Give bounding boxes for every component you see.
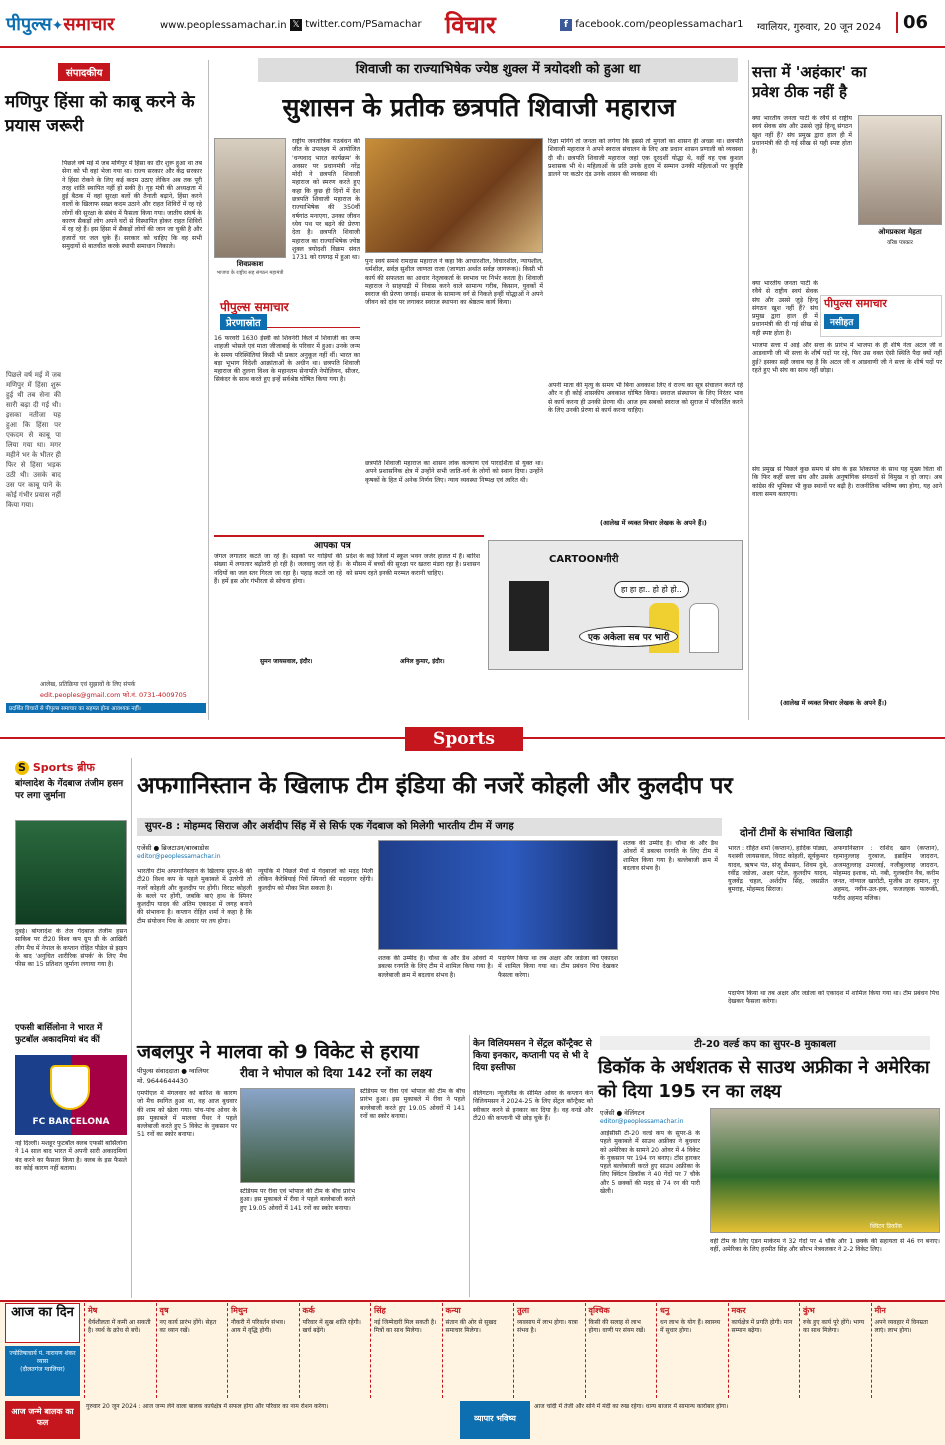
letter-1-sign: सुमन जायसवाल, इंदौर। [260,658,313,665]
kane-title: केन विलियमसन ने सेंट्रल कॉन्ट्रैक्ट से किया इनकार, कप्तानी पद से भी दे दिया इस्तीफा [473,1039,592,1073]
cartoon-caption: एक अकेला सब पर भारी [579,626,678,647]
rashi-name: तुला [517,1306,530,1315]
sports-band [0,725,945,751]
vyapar-tag: व्यापार भविष्य [460,1401,530,1439]
sa-text: आईसीसी टी-20 वर्ल्ड कप के सुपर-8 के पहले मुकाबले में साउथ अफ्रीका ने बुधवार को अमेरिका के सामने 20 ओवर में 4 विकेट के नुकसान पर 194 रन बनाए। टॉस हारकर पहले बल्लेबाजी करते हुए साउथ अफ्रीका के लिए क्विंटन डिकॉक ने 40 गेंदों पर 7 चौके और 5 छक्कों की मदद से 74 रन की पारी खेली। [600,1130,700,1196]
page-number: 06 [896,12,928,33]
twitter-handle[interactable]: 𝕏 twitter.com/PSamachar [290,19,422,31]
author-desc: भाजपा के राष्ट्रीय सह संगठन महामंत्री [216,270,284,276]
rashi-text: कार्यक्षेत्र में प्रगति होगी। मान सम्मान बढ़ेगा। [731,1319,793,1334]
author-photo [214,138,286,258]
sports-byline: एजेंसी ● ब्रिजटाउन/बारबाडोस [137,844,209,852]
rashi-item [442,1303,514,1398]
letter-2-sign: अनिल कुमार, इंदौर। [400,658,445,665]
ball-icon: S [15,761,29,775]
tv-icon [509,581,549,651]
rashi-item [656,1303,728,1398]
rashi-name: वृश्चिक [588,1306,610,1315]
aaj-box: आज का दिन [5,1303,80,1343]
divider [469,1035,470,1297]
opinion-brand: पीपुल्स समाचार नसीहत [820,295,942,337]
opinion-author-desc: वरिष्ठ पत्रकार [887,240,913,246]
sports-brief-tag: S Sports ब्रीफ [15,760,95,775]
rashi-name: सिंह [374,1306,386,1315]
brief-1-text: दुबई। बांग्लादेश के तेज गेंदबाज तंजीम हसन साकिब पर टी20 विश्व कप ग्रुप डी के आखिरी लीग मैच में नेपाल के कप्तान रोहित पौडेल से झड़प के बाद 'अनुचित शारीरिक संपर्क' के लिए मैच फीस का 15 प्रतिशत जुर्माना लगाया गया है। [15,928,127,969]
rashi-item [728,1303,800,1398]
cartoon-title: CARTOONगीरी [549,554,619,565]
rashi-name: मेष [88,1306,98,1315]
main-col-3b: अपनी माता की मृत्यु के समय भी बिना अवकाश लिए वे राज्य का सूत्र संचालन करते रहे और न ही कोई शासकीय अवकाश घोषित किया। स्वराज संस्थापन के लिए निरंतर भाव से कार्य करना ही उनकी प्रेरणा थी। आज हम सबको स्वराज को सुराज में परिवर्तित करने के लिए उनकी प्रेरणा से कार्य करना चाहिए। [548,382,743,414]
shivaji-painting [365,138,543,253]
masthead [0,0,945,48]
sports-email[interactable]: editor@peoplessamachar.in [137,853,221,860]
rashi-name: मिथुन [231,1306,248,1315]
main-col-1b: 16 फरवरी 1630 ईस्वी को शिवनेरी किले में शिवाजी का जन्म शाहजी भोसले एवं माता जीजाबाई के परिवार में हुआ। उनके जन्म के समय परिस्थितियां किसी भी प्रकार अनुकूल नहीं थीं। भारत का बड़ा भूभाग विदेशी आक्रांताओं के अधीन था। छत्रपति शिवाजी महाराज की तुलना विश्व के महानतम सेनापति नेपोलियन, सीजर, सिकंदर के साथ करते हुए इन्हें सर्वश्रेष्ठ घोषित किया गया है। [214,335,360,384]
main-title: सुशासन के प्रतीक छत्रपति शिवाजी महाराज [282,93,676,122]
facebook-icon: f [560,19,572,31]
opinion-author-photo [858,115,942,225]
rashi-name: कर्क [302,1306,315,1315]
rashi-name: वृष [159,1306,169,1315]
rashi-item [84,1303,156,1398]
brief-1-photo [15,820,127,925]
rashi-text: अपने व्यवहार में विनम्रता लाएं। लाभ होगा। [874,1319,928,1334]
rashi-name: मकर [731,1306,746,1315]
brand-block: पीपुल्स समाचार प्रेरणास्रोत [220,298,360,328]
rashi-text: परिवार में सुख शांति रहेगी। खर्च बढ़ेंगे। [302,1319,361,1334]
editorial-footer-2: edit.peoples@gmail.com फो.नं. 0731-4009705 [40,691,187,699]
opinion-text-b-short: क्या भारतीय जनता पार्टी के रवैये से राष्ट्रीय स्वयं सेवक संघ और उससे जुड़े हिन्दू संगठन खुश नहीं हैं? संघ प्रमुख द्वारा हाल ही में प्रधानमंत्री की दी गई सीख से यही स्पष्ट होता है। [752,280,818,337]
sa-kicker: टी-20 वर्ल्ड कप का सुपर-8 मुकाबला [600,1036,930,1050]
crest-icon [50,1065,90,1110]
rashi-name: मीन [874,1306,886,1315]
players-photo [378,840,618,950]
fcb-logo: FC BARCELONA [15,1055,127,1135]
main-col-1: राष्ट्रीय जनतांत्रिक गठबंधन की जीत के उपलक्ष्य में आयोजित 'धन्यवाद भारत कार्यक्रम' के अवसर पर प्रधानमंत्री नरेंद्र मोदी ने छत्रपति शिवाजी महाराज को स्मरण करते हुए कहा कि कुछ ही दिनों में देश छत्रपति शिवाजी महाराज के राज्याभिषेक की 350वीं वर्षगांठ मनाएगा, उनका जीवन ध्येय पथ पर बढ़ने की प्रेरणा देता है। छत्रपति शिवाजी महाराज का राज्याभिषेक ज्येष्ठ शुक्ल त्रयोदशी विक्रम संवत 1731 को रायगढ़ में हुआ था। [292,138,360,262]
main-col-2b: छत्रपति शिवाजी महाराज का शासन लोक कल्याण एवं पारदर्शिता से युक्त था। अपने प्रशासनिक क्षेत्र में उन्होंने सभी जाति-वर्ग के लोगों को स्थान दिया। उन्होंने कृषकों के हित में अनेक निर्णय लिए। न्याय व्यवस्था निष्पक्ष एवं त्वरित थी। [365,460,543,484]
rashi-item [513,1303,585,1398]
letters-header: आपका पत्र [214,535,484,550]
opinion-text-b: भाजपा सत्ता में आई और सत्ता के प्रारंभ में भाजपा के ही शीर्ष नेता अटल जी व आडवाणी जी भी सत्ता के शीर्ष पदों पर रहे, फिर उस वक्त ऐसी स्थिति पैदा क्यों नहीं हुई? इसका सही जवाब यह है कि अटल जी व आडवाणी जी ने सत्ता के शीर्ष पदों पर रहते हुए भी संघ का साथ नहीं छोड़ा। [752,342,942,374]
website-link[interactable]: www.peoplessamachar.in [160,20,287,31]
brief-2-text: नई दिल्ली। मशहूर फुटबॉल क्लब एफसी बार्सिलोना ने 14 साल बाद भारत में अपनी सारी अकादमियां बंद करने का फैसला किया है। क्लब के इस फैसले का कोई कारण नहीं बताया। [15,1140,127,1172]
brief-1-title: बांग्लादेश के गेंदबाज तंजीम हसन पर लगा जुर्माना [15,779,124,801]
sa-email[interactable]: editor@peoplessamachar.in [600,1118,684,1125]
sa-photo [710,1108,940,1233]
editorial-footer-1: आलेख, प्रतिक्रिया एवं सुझावों के लिए संपर्क [40,681,136,688]
rashi-item [370,1303,442,1398]
brand-subtitle: प्रेरणास्रोत [220,314,267,330]
letter-1: जंगल लगातार कटते जा रहे हैं। सड़कों पर गाड़ियों की संख्या में लगातार बढ़ोतरी हो रही है। जलवायु जल रहे हैं। नदियों का जल स्तर गिरता जा रहा है। पहाड़ कटते जा रहे हैं। हमें इस ओर गंभीरता से सोचना होगा। [214,553,342,585]
rashi-text: नई जिम्मेदारी मिल सकती है। मित्रों का साथ मिलेगा। [374,1319,437,1334]
twitter-icon: 𝕏 [290,19,302,31]
rashi-text: रुके हुए कार्य पूरे होंगे। भाग्य का साथ मिलेगा। [803,1319,865,1334]
main-col-3: रिक्षा मांगेंगे तो जनता को लगेगा कि इससे तो मुगलों का शासन ही अच्छा था। छत्रपति शिवाजी महाराज ने अपने स्वराज संचालन के लिए अष्ट प्रधान शासन प्रणाली को व्यवस्था दी थी। छत्रपति शिवाजी महाराज जहां एक दूरदर्शी योद्धा थे, वहीं वह एक कुशल प्रशासक भी थे। महिलाओं के प्रति उनके हृदय में सम्मान उनकी महिलाओं पर कुदृष्टि डालने पर कठोर दंड उनके शासन की व्यवस्था थी। [548,138,743,179]
rashi-name: धनु [660,1306,670,1315]
sports-main-sub: सुपर-8 : मोहम्मद सिराज और अर्शदीप सिंह में से सिर्फ एक गेंदबाज को मिलेगी भारतीय टीम में जगह [137,818,722,836]
sports-mid-text-2: पदार्पण किया था तब अक्षर और जडेजा को एकादश में शामिल किया गया था। टीम प्रबंधन पिच देखकर फैसला करेगा। [498,955,618,979]
author-name: शिवप्रकाश [236,260,264,268]
cartoon-bubble: हा हा हा.. हो हो हो.. [614,581,689,598]
rashi-name: कुंभ [803,1306,815,1315]
opinion-title: सत्ता में 'अहंकार' का प्रवेश ठीक नहीं है [752,63,867,101]
mpl-sub: रीवा ने भोपाल को दिया 142 रनों का लक्ष्य [240,1066,432,1080]
players-box-title: दोनों टीमों के संभावित खिलाड़ी [740,828,853,839]
mpl-title: जबलपुर ने मालवा को 9 विकेट से हराया [137,1041,419,1063]
rashi-text: किसी की सलाह से लाभ होगा। वाणी पर संयम रखें। [588,1319,646,1334]
mpl-byline: पीपुल्स संवाददाता ● ग्वालियर [137,1067,209,1075]
rashi-item [585,1303,657,1398]
facebook-handle[interactable]: f facebook.com/peoplessamachar1 [560,19,744,31]
rashi-text: धन लाभ के योग हैं। स्वास्थ्य में सुधार होगा। [660,1319,721,1334]
main-col-2: पुनः स्वयं समर्थ रामदास महाराज ने कहा कि आचारशील, विचारशील, न्यायशील, धर्मशील, सर्वज्ञ सुशील जाणता राजा (जाणता अर्थात सर्वज्ञ जागरूक)। किसी भी कार्य की सफलता का आधार नेतृत्वकर्ता के स्वभाव पर निर्भर करता है। शिवाजी महाराज ने साहयाद्री में निवास करने वाले सामान्य गरीब, किसान, युवकों में स्वराज की प्रेरणा जगाई। समाज के सामान्य वर्ग से निकले इन्हीं योद्धाओं ने अपने जीवन को दांव पर लगाकर स्वराज स्थापना का श्रेष्ठतम कार्य किया। [365,258,543,307]
rashi-text: नौकरी में परिवर्तन संभव। आय में वृद्धि होगी। [231,1319,286,1334]
opinion-text-a: क्या भारतीय जनता पार्टी के रवैये से राष्ट्रीय स्वयं सेवक संघ और उससे जुड़े हिन्दू संगठन खुश नहीं हैं? संघ प्रमुख द्वारा हाल ही में प्रधानमंत्री की दी गई सीख से यही स्पष्ट होता है। [752,115,852,156]
rashi-text: धैर्यशीलता में कमी आ सकती है। व्यर्थ के क्रोध से बचें। [88,1319,151,1334]
editorial-tag: संपादकीय [58,63,110,81]
mpl-photo [240,1088,355,1183]
rashi-text: व्यवसाय में लाभ होगा। यात्रा संभव है। [517,1319,578,1334]
cartoon-panel [488,540,743,670]
rashi-item [156,1303,228,1398]
rashi-item [227,1303,299,1398]
rashi-item [299,1303,371,1398]
vyapar-text: आज चांदी में तेजी और सोने में मंदी का रुख रहेगा। धान्य बाजार में सामान्य कारोबार होगा। [534,1403,729,1410]
brief-2-title: एफसी बार्सिलोना ने भारत में फुटबॉल अकादमियां बंद कीं [15,1023,103,1045]
opinion-author-name: ओमप्रकाश मेहता [878,228,922,236]
sports-side-text: पदार्पण किया था तब अक्षर और जडेजा को एकादश में शामिल किया गया था। टीम प्रबंधन पिच देखकर फैसला करेगा। [728,990,939,1006]
mpl-phone: मो. 9644644430 [137,1077,189,1085]
rashi-text: संतान की ओर से सुखद समाचार मिलेगा। [445,1319,497,1334]
divider [208,60,209,720]
baalak-tag: आज जन्मे बालक का फल [5,1401,80,1439]
mpl-text: एमपीएल में मंगलवार को बारिश के कारण जो मैच स्थगित हुआ था, वह आज बुधवार की शाम को खेला गया। पांच-पांच ओवर के इस मुकाबले में मालवा पैंथर ने पहले बल्लेबाजी करते हुए 5 विकेट के नुकसान पर 51 रनों का स्कोर बनाया। [137,1090,237,1139]
sports-main-text-2: न्यूयॉर्क में पिछले मैचों में गेंदबाजों को मदद मिली लेकिन कैरेबियाई पिचें स्पिनरों की मददगार रहेंगी। कुलदीप को मौका मिल सकता है। [258,868,373,892]
baalak-text: गुरुवार 20 जून 2024 : आज जन्म लेने वाला बालक कार्यक्षेत्र में सफल होगा और परिवार का नाम रोशन करेगा। [86,1403,329,1410]
opinion-end-note: (आलेख में व्यक्त विचार लेखक के अपने हैं।) [780,699,887,707]
main-kicker: शिवाजी का राज्याभिषेक ज्येष्ठ शुक्ल में त्रयोदशी को हुआ था [258,58,738,82]
india-players: भारत : रोहित शर्मा (कप्तान), हार्दिक पांड्या, यशस्वी जायसवाल, विराट कोहली, सूर्यकुमार यादव, ऋषभ पंत, संजू सैमसन, शिवम दुबे, रवींद्र जडेजा, अक्षर पटेल, कुलदीप यादव, युजवेंद्र चहल, अर्शदीप सिंह, जसप्रीत बुमराह, मोहम्मद सिराज। [728,845,828,894]
main-end-note: (आलेख में व्यक्त विचार लेखक के अपने हैं।) [600,519,707,527]
dateline: ग्वालियर, गुरुवार, 20 जून 2024 [757,22,882,33]
divider [748,60,749,720]
mpl-text-3: स्टेडियम पर रीवा एवं भोपाल की टीम के बीच प्रारंभ हुआ। इस मुकाबले में रीवा ने पहले बल्लेबाजी करते हुए 19.05 ओवरों में 141 रनों का स्कोर बनाया। [360,1088,465,1120]
editorial-footer-3: प्रदर्शित विचारों से पीपुल्स समाचार का सहमत होना आवश्यक नहीं। [6,703,206,713]
sports-main-text: भारतीय टीम अफगानिस्तान के खिलाफ सुपर-8 की टी20 विश्व कप के पहले मुकाबले में उतरेगी तो नजरें कोहली और कुलदीप पर होंगी। विराट कोहली के बल्ले पर होंगी, जबकि बाएं हाथ के स्पिनर कुलदीप यादव की अंतिम एकादश में जगह बनाने की संभावना है। कप्तान रोहित शर्मा ने कहा है कि टीम संयोजन पिच के आधार पर तय होगा। [137,868,252,925]
sports-mid-text: शतक की उम्मीद है। चौथा के और डैथ ओवरों में डबल्स रनगति के लिए टीम में शामिल किया गया है। बल्लेबाजी क्रम में बदलाव संभव है। [378,955,493,979]
rashi-name: कन्या [445,1306,461,1315]
sports-main-title: अफगानिस्तान के खिलाफ टीम इंडिया की नजरें कोहली और कुलदीप पर [137,773,733,799]
logo: पीपुल्स✦समाचार [6,14,115,35]
sa-text-2: वहीं टीम के लिए एडन मार्करम ने 32 गेंदों पर 4 चौके और 1 छक्के की सहायता से 46 रन बनाए। वहीं, अमेरिका के लिए हरमीत सिंह और सौरभ नेत्रवलकर ने 2-2 विकेट लिए। [710,1238,940,1254]
rashi-text: नए कार्य प्रारंभ होंगे। सेहत का ध्यान रखें। [159,1319,217,1334]
afg-players: अफगानिस्तान : राशिद खान (कप्तान), रहमानुल्लाह गुरबाज, इब्राहिम जादरान, अजमतुल्लाह उमरजई, नजीबुल्लाह जादरान, मोहम्मद इशाक, मो. नबी, गुलबदीन नैब, करीम जनत, नांग्याल खारोटी, मुजीब उर रहमान, नूर अहमद, नवीन-उल-हक, फजलहक फारूकी, फरीद अहमद मलिक। [833,845,939,902]
editorial-body: पिछले वर्ष मई में जब मणिपुर में हिंसा का दौर शुरू हुआ था तब सेना को भी वहां भेजा गया था। राज्य सरकार और केंद्र सरकार ने हिंसा रोकने के लिए कई कदम उठाए लेकिन अब तक पूरी तरह शांति स्थापित नहीं हो सकी है। गृह मंत्री की अध्यक्षता में हुई बैठक में वहां सुरक्षा बलों की तैनाती बढ़ाने, हिंसा करने वालों के खिलाफ सख्त कदम उठाने और राहत शिविरों में रह रहे लोगों की सुरक्षा के संबंध में फैसला किया गया। जातीय संघर्ष के कारण सैकड़ों लोग अपने घरों से विस्थापित होकर राहत शिविरों में रह रहे हैं। इस हिंसा में सैकड़ों लोगों की जान जा चुकी है और हजारों घर जल चुके हैं। सरकार को चाहिए कि वह सभी समुदायों से बातचीत करके स्थायी समाधान निकाले। [62,160,202,250]
rashi-item [799,1303,871,1398]
editorial-side-quote: पिछले वर्ष मई में जब मणिपुर में हिंसा शुरू हुई थी तब सेना की सारी बढ़ा दी गई थी। इसका नतीजा यह हुआ कि हिंसा पर एकदम से काबू पा लिया गया था। मगर महीने भर के भीतर ही फिर से हिंसा भड़क उठी थी। उसके बाद उस पर काबू पाने के कोई गंभीर प्रयास नहीं किया गया। [6,371,61,509]
divider [131,758,132,1298]
section-title: विचार [445,11,496,39]
cartoon-figure [689,603,719,653]
astrologer: ज्योतिषाचार्य पं. नारायण शंकर व्यास (दौलतगंज ग्वालियर) [5,1346,80,1396]
letter-2: प्रदेश के कई जिलों में स्कूल भवन जर्जर हालत में हैं। बारिश के मौसम में बच्चों की सुरक्षा पर खतरा मंडरा रहा है। प्रशासन को समय रहते इनकी मरम्मत करानी चाहिए। [346,553,480,577]
kane-text: वेलिंगटन। न्यूजीलैंड के सीमित ओवर के कप्तान केन विलियमसन ने 2024-25 के लिए सेंट्रल कॉन्ट्रैक्ट को स्वीकार करने से इनकार कर दिया है। वह वनडे और टी20 की कप्तानी भी छोड़ चुके हैं। [473,1090,593,1122]
sa-photo-caption: क्विंटन डिकॉक [870,1223,902,1230]
rashi-list [84,1303,942,1398]
opinion-text-c: संघ प्रमुख से पिछले कुछ समय से संघ के इस शिकायत के साथ यह मुख्य चिंता थी कि फिर कहीं सत्ता संघ और उसके अनुषांगिक संगठनों से विमुख न हो जाए। अब कांग्रेस की भूमिका भी कुछ स्थानों पर बढ़ी है। राजनीतिक भविष्य क्या होगा, यह आने वाला समय बताएगा। [752,466,942,498]
rashi-item [871,1303,943,1398]
sa-title: डिकॉक के अर्धशतक से साउथ अफ्रीका ने अमेरिका को दिया 195 रन का लक्ष्य [598,1057,930,1102]
sa-byline: एजेंसी ● वेलिंगटन [600,1109,645,1117]
mpl-text-2: स्टेडियम पर रीवा एवं भोपाल की टीम के बीच प्रारंभ हुआ। इस मुकाबले में रीवा ने पहले बल्लेबाजी करते हुए 19.05 ओवरों में 141 रनों का स्कोर बनाया। [240,1188,355,1212]
editorial-title: मणिपुर हिंसा को काबू करने के प्रयास जरूरी [5,92,195,136]
sports-tag: Sports [405,727,523,751]
sports-mid-text-3: शतक की उम्मीद है। चौथा के और डैथ ओवरों में डबल्स रनगति के लिए टीम में शामिल किया गया है। बल्लेबाजी क्रम में बदलाव संभव है। [623,840,718,872]
